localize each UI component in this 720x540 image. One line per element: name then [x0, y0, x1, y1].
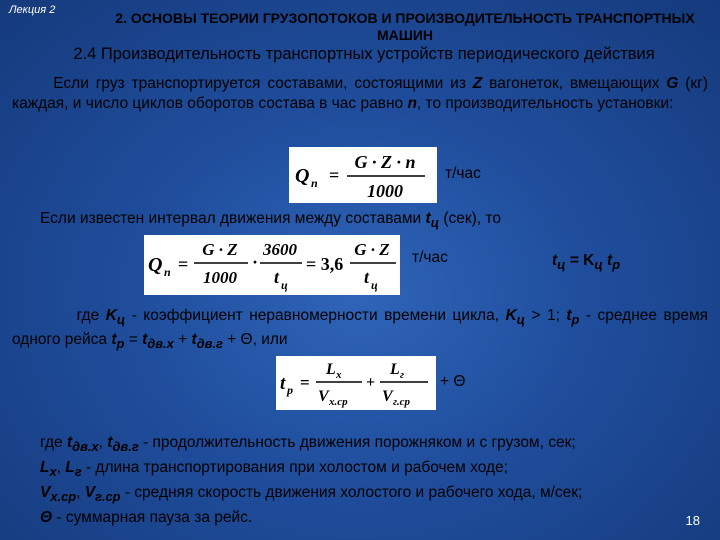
f2-eq1: =	[178, 254, 189, 274]
para3-text-6: +	[173, 331, 192, 349]
f1-lhs: Q	[295, 165, 310, 187]
p4-theta: Θ	[40, 509, 53, 527]
f3-d1: V	[318, 388, 329, 405]
var-tdx: t	[142, 331, 148, 349]
f3-lhs: t	[280, 373, 286, 394]
f3-plus: +	[366, 374, 376, 391]
var-tdx-sub: дв.х	[147, 336, 174, 352]
var-k-sub: ц	[116, 312, 126, 328]
var-tc: t	[425, 210, 431, 227]
lecture-label: Лекция 2	[9, 4, 56, 16]
p4-l1-t2-sub: дв.г	[112, 439, 139, 455]
f3-lhs-sub: р	[287, 383, 293, 397]
var-z: Z	[472, 75, 483, 92]
p4-l3-v: V	[40, 484, 51, 502]
p4-l2b: - длина транспортирования при холостом и рабочем ходе;	[81, 459, 508, 477]
var-tp2-sub: р	[116, 336, 125, 352]
para1-text-1: Если груз транспортируется составами, состоящими из	[53, 75, 473, 92]
f1-lhs-sub: п	[311, 176, 318, 190]
rel-tp-sub: р	[612, 257, 621, 273]
f3-eq: =	[300, 373, 310, 392]
unit-label-1: т/час	[445, 165, 481, 182]
rel-t: t	[552, 252, 558, 269]
f2-d3-sub: ц	[371, 278, 378, 292]
formula-productivity-interval	[144, 235, 400, 295]
paragraph-4	[40, 432, 700, 528]
p4-l3b: - средняя скорость движения холостого и рабочего хода, м/сек;	[120, 484, 583, 502]
paragraph-1	[12, 74, 708, 114]
para3-text-1: где	[76, 307, 106, 324]
para4-line-3	[40, 482, 700, 507]
p4-l1a: где	[40, 434, 67, 451]
p4-l1c: - продолжительность движения порожняком и с грузом, сек;	[138, 434, 576, 451]
para1-text-2: вагонеток, вмещающих	[482, 75, 667, 92]
p4-l3-v2-sub: г.ср	[95, 489, 121, 505]
var-tdg-sub: дв.г	[196, 336, 223, 352]
f3-n1-sub: x	[336, 369, 342, 381]
f2-eq2: = 3,6	[306, 254, 344, 274]
relation-tc	[552, 252, 620, 272]
f1-eq: =	[329, 165, 340, 185]
var-n: n	[407, 95, 417, 112]
p4-l4b: - суммарная пауза за рейс.	[52, 509, 253, 527]
para4-line-1	[40, 432, 700, 457]
para2-text-1: Если известен интервал движения между составами	[40, 210, 426, 227]
p4-l2-l: L	[40, 459, 50, 477]
para3-text-4: - среднее время одного рейса	[12, 307, 708, 349]
f2-n3: G · Z	[354, 240, 390, 259]
f2-n1: G · Z	[202, 240, 238, 259]
para1-text-3: (кг) каждая, и число циклов оборотов состава в час равно	[12, 75, 708, 112]
para4-line-2	[40, 457, 700, 482]
f3-n1: L	[326, 361, 336, 378]
p4-l1-t: t	[66, 434, 73, 451]
paragraph-2	[40, 209, 700, 233]
var-k2-sub: ц	[516, 312, 526, 328]
f2-lhs-sub: п	[164, 265, 171, 279]
unit-label-2: т/час	[412, 249, 448, 266]
f3-n2-sub: г	[400, 369, 405, 381]
page-number: 18	[685, 513, 700, 528]
f2-n2: 3600	[263, 240, 297, 259]
f2-d1: 1000	[203, 268, 237, 287]
var-k2: K	[505, 307, 517, 324]
f3-n2: L	[390, 361, 400, 378]
rel-eq: = K	[565, 252, 595, 269]
p4-l1-t2: t	[107, 434, 113, 451]
para2-text-2: (сек), то	[439, 210, 501, 227]
p4-l3a: ,	[76, 484, 85, 502]
para3-text-3: > 1;	[525, 307, 567, 324]
para4-line-4	[40, 507, 700, 528]
p4-l2-l-sub: х	[49, 464, 57, 480]
para3-text-7: + Θ, или	[222, 331, 288, 349]
rel-tp: t	[602, 252, 613, 269]
f2-lhs: Q	[148, 254, 163, 276]
var-tdg: t	[191, 331, 197, 349]
f2-d2-sub: ц	[281, 278, 288, 292]
page-title: 2. ОСНОВЫ ТЕОРИИ ГРУЗОПОТОКОВ И ПРОИЗВОДИТЕЛЬНОСТЬ ТРАНСПОРТНЫХ МАШИН	[115, 10, 695, 43]
formula-trip-time	[276, 356, 436, 410]
f3-d1-sub: x.ср	[329, 396, 348, 408]
rel-k-sub: ц	[594, 257, 603, 273]
section-subtitle: 2.4 Производительность транспортных устройств периодического действия	[73, 45, 655, 63]
para3-text-5: =	[124, 331, 143, 349]
p4-l2-l2-sub: г	[74, 464, 82, 480]
p4-l1-t-sub: дв.х	[72, 439, 99, 455]
var-tp: t	[566, 307, 572, 324]
var-tp2: t	[111, 331, 117, 349]
paragraph-3	[12, 306, 708, 354]
f2-d3: t	[364, 267, 370, 287]
f1-numerator: G · Z · n	[354, 152, 416, 172]
rel-t-sub: ц	[557, 257, 566, 273]
f3-d2: V	[382, 388, 393, 405]
p4-l1b: ,	[98, 434, 108, 451]
f1-denominator: 1000	[367, 181, 403, 201]
var-tp-sub: р	[571, 312, 580, 328]
var-k: K	[105, 307, 117, 324]
var-tc-sub: ц	[430, 215, 440, 231]
p4-l2a: ,	[56, 459, 66, 477]
para3-text-2: - коэффициент неравномерности времени цикла,	[125, 307, 506, 324]
f3-d2-sub: г.ср	[393, 396, 411, 408]
var-g: G	[666, 75, 679, 92]
para1-text-4: , то производительность установки:	[416, 95, 674, 112]
f3-tail: + Θ	[440, 373, 466, 390]
p4-l3-v-sub: х.ср	[50, 489, 77, 505]
f2-d2: t	[274, 267, 280, 287]
f2-dot: ·	[252, 252, 259, 272]
p4-l3-v2: V	[84, 484, 96, 502]
p4-l2-l2: L	[65, 459, 75, 477]
formula-productivity	[289, 147, 437, 203]
